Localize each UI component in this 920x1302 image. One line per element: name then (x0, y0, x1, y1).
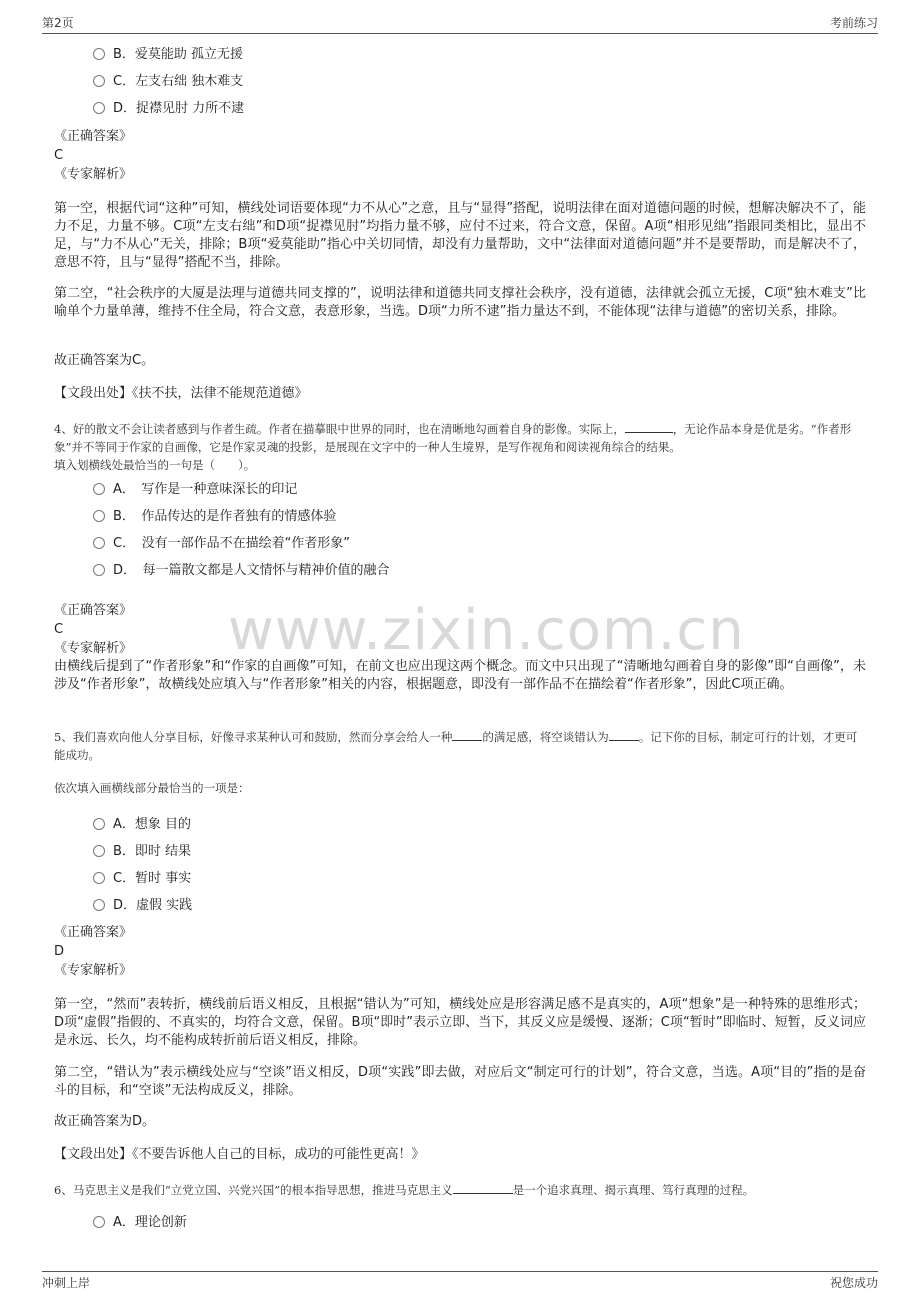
analysis-label: 《专家解析》 (54, 963, 133, 978)
footer-left: 冲刺上岸 (42, 1276, 91, 1290)
analysis-paragraph: 第一空，根据代词“这种”可知，横线处词语要体现“力不从心”之意，且与“显得”搭配，说明法律在面对道德问题的时候，想解决解决不了，能力不足，力量不够。C项“左支右绌”和D项“捉襟见肘”均指力量不够，应付不过来，符合文意，保留。A项“相形见绌”指跟同类相比，显出不足，与“力不从心”无关，排除；B项“爱莫能助”指心中关切同情，却没有力量帮助，文中“法律面对道德问题”并不是要帮助，而是解决不了，意思不符，且与“显得”搭配不当，排除。 (54, 201, 866, 270)
source: 【文段出处】《不要告诉他人自己的目标，成功的可能性更高！》 (54, 1147, 425, 1162)
analysis-paragraph: 第二空，“错认为”表示横线处应与“空谈”语义相反，D项“实践”即去做，对应后文“制定可行的计划”，符合文意，当选。A项“目的”指的是奋斗的目标，和“空谈”无法构成反义，排除。 (54, 1065, 866, 1098)
radio-icon[interactable] (93, 1216, 105, 1228)
option-c[interactable]: C．暂时 事实 (93, 869, 191, 889)
footer-right: 祝您成功 (829, 1276, 878, 1290)
radio-icon[interactable] (93, 818, 105, 830)
page-footer (42, 1271, 878, 1290)
option-b[interactable]: B． 作品传达的是作者独有的情感体验 (93, 507, 336, 527)
question-stem: 5、我们喜欢向他人分享目标，好像寻求某种认可和鼓励，然而分享会给人一种 的满足感，将空谈错认为 。记下你的目标，制定可行的计划，才更可能成功。 (54, 730, 858, 762)
fill-blank (452, 728, 482, 741)
answer-value: D (54, 944, 65, 959)
analysis-paragraph: 第一空，“然而”表转折，横线前后语义相反，且根据“错认为”可知，横线处应是形容满足感不是真实的，A项“想象”是一种特殊的思维形式；D项“虚假”指假的、不真实的，均符合文意，保留。B项“即时”表示立即、当下，其反义应是缓慢、逐渐；C项“暂时”即临时、短暂，反义词应是永远、长久，均不能构成转折前后语义相反，排除。 (54, 997, 866, 1048)
radio-icon[interactable] (93, 75, 105, 87)
question-prompt: 依次填入画横线部分最恰当的一项是： (54, 781, 250, 795)
analysis-label: 《专家解析》 (54, 641, 133, 656)
radio-icon[interactable] (93, 564, 105, 576)
watermark: www.zixin.com.cn (228, 598, 745, 663)
radio-icon[interactable] (93, 845, 105, 857)
answer-label: 《正确答案》 (54, 603, 133, 618)
option-c[interactable]: C． 没有一部作品不在描绘着“作者形象” (93, 534, 350, 554)
answer-value: C (54, 622, 64, 637)
option-d[interactable]: D． 每一篇散文都是人文情怀与精神价值的融合 (93, 561, 390, 581)
question-stem: 4、好的散文不会让读者感到与作者生疏。作者在描摹眼中世界的同时，也在清晰地勾画着自身的影像。实际上， ，无论作品本身是优是劣。“作者形象”并不等同于作家的自画像，它是作家灵魂的投影，是展现在文字中的一种人生境界，是写作视角和阅读视角综合的结果。 填入划横线处最恰当的一句是（ ）。 (54, 422, 852, 472)
conclusion: 故正确答案为C。 (54, 353, 155, 368)
fill-blank (625, 420, 673, 433)
option-d[interactable]: D．虚假 实践 (93, 896, 192, 916)
answer-value: C (54, 148, 64, 163)
radio-icon[interactable] (93, 483, 105, 495)
fill-blank (609, 728, 639, 741)
question-stem: 6、马克思主义是我们“立党立国、兴党兴国”的根本指导思想，推进马克思主义 是一个追求真理、揭示真理、笃行真理的过程。 (54, 1183, 755, 1197)
radio-icon[interactable] (93, 537, 105, 549)
option-a[interactable]: A． 写作是一种意味深长的印记 (93, 480, 297, 500)
header-title: 考前练习 (829, 16, 878, 30)
option-a[interactable]: A．理论创新 (93, 1213, 187, 1233)
answer-label: 《正确答案》 (54, 129, 133, 144)
radio-icon[interactable] (93, 899, 105, 911)
radio-icon[interactable] (93, 102, 105, 114)
answer-label: 《正确答案》 (54, 925, 133, 940)
radio-icon[interactable] (93, 872, 105, 884)
option-b[interactable]: B．即时 结果 (93, 842, 191, 862)
analysis-paragraph: 第二空，“社会秩序的大厦是法理与道德共同支撑的”，说明法律和道德共同支撑社会秩序，没有道德，法律就会孤立无援，C项“独木难支”比喻单个力量单薄，维持不住全局，符合文意，表意形象，当选。D项“力所不逮”指力量达不到，不能体现“法律与道德”的密切关系，排除。 (54, 286, 866, 319)
option-a[interactable]: A．想象 目的 (93, 815, 191, 835)
radio-icon[interactable] (93, 510, 105, 522)
source: 【文段出处】《扶不扶，法律不能规范道德》 (54, 386, 308, 401)
option-b[interactable]: B．爱莫能助 孤立无援 (93, 45, 243, 65)
conclusion: 故正确答案为D。 (54, 1114, 156, 1129)
option-c[interactable]: C．左支右绌 独木难支 (93, 72, 243, 92)
analysis-label: 《专家解析》 (54, 167, 133, 182)
fill-blank (453, 1181, 513, 1194)
page-header (42, 14, 878, 34)
radio-icon[interactable] (93, 48, 105, 60)
page-number: 第2页 (42, 16, 74, 30)
option-d[interactable]: D．捉襟见肘 力所不逮 (93, 99, 244, 119)
analysis-paragraph: 由横线后提到了“作者形象”和“作家的自画像”可知，在前文也应出现这两个概念。而文中只出现了“清晰地勾画着自身的影像”即“自画像”，未涉及“作者形象”，故横线处应填入与“作者形象”相关的内容，根据题意，即没有一部作品不在描绘着“作者形象”，因此C项正确。 (54, 659, 866, 692)
